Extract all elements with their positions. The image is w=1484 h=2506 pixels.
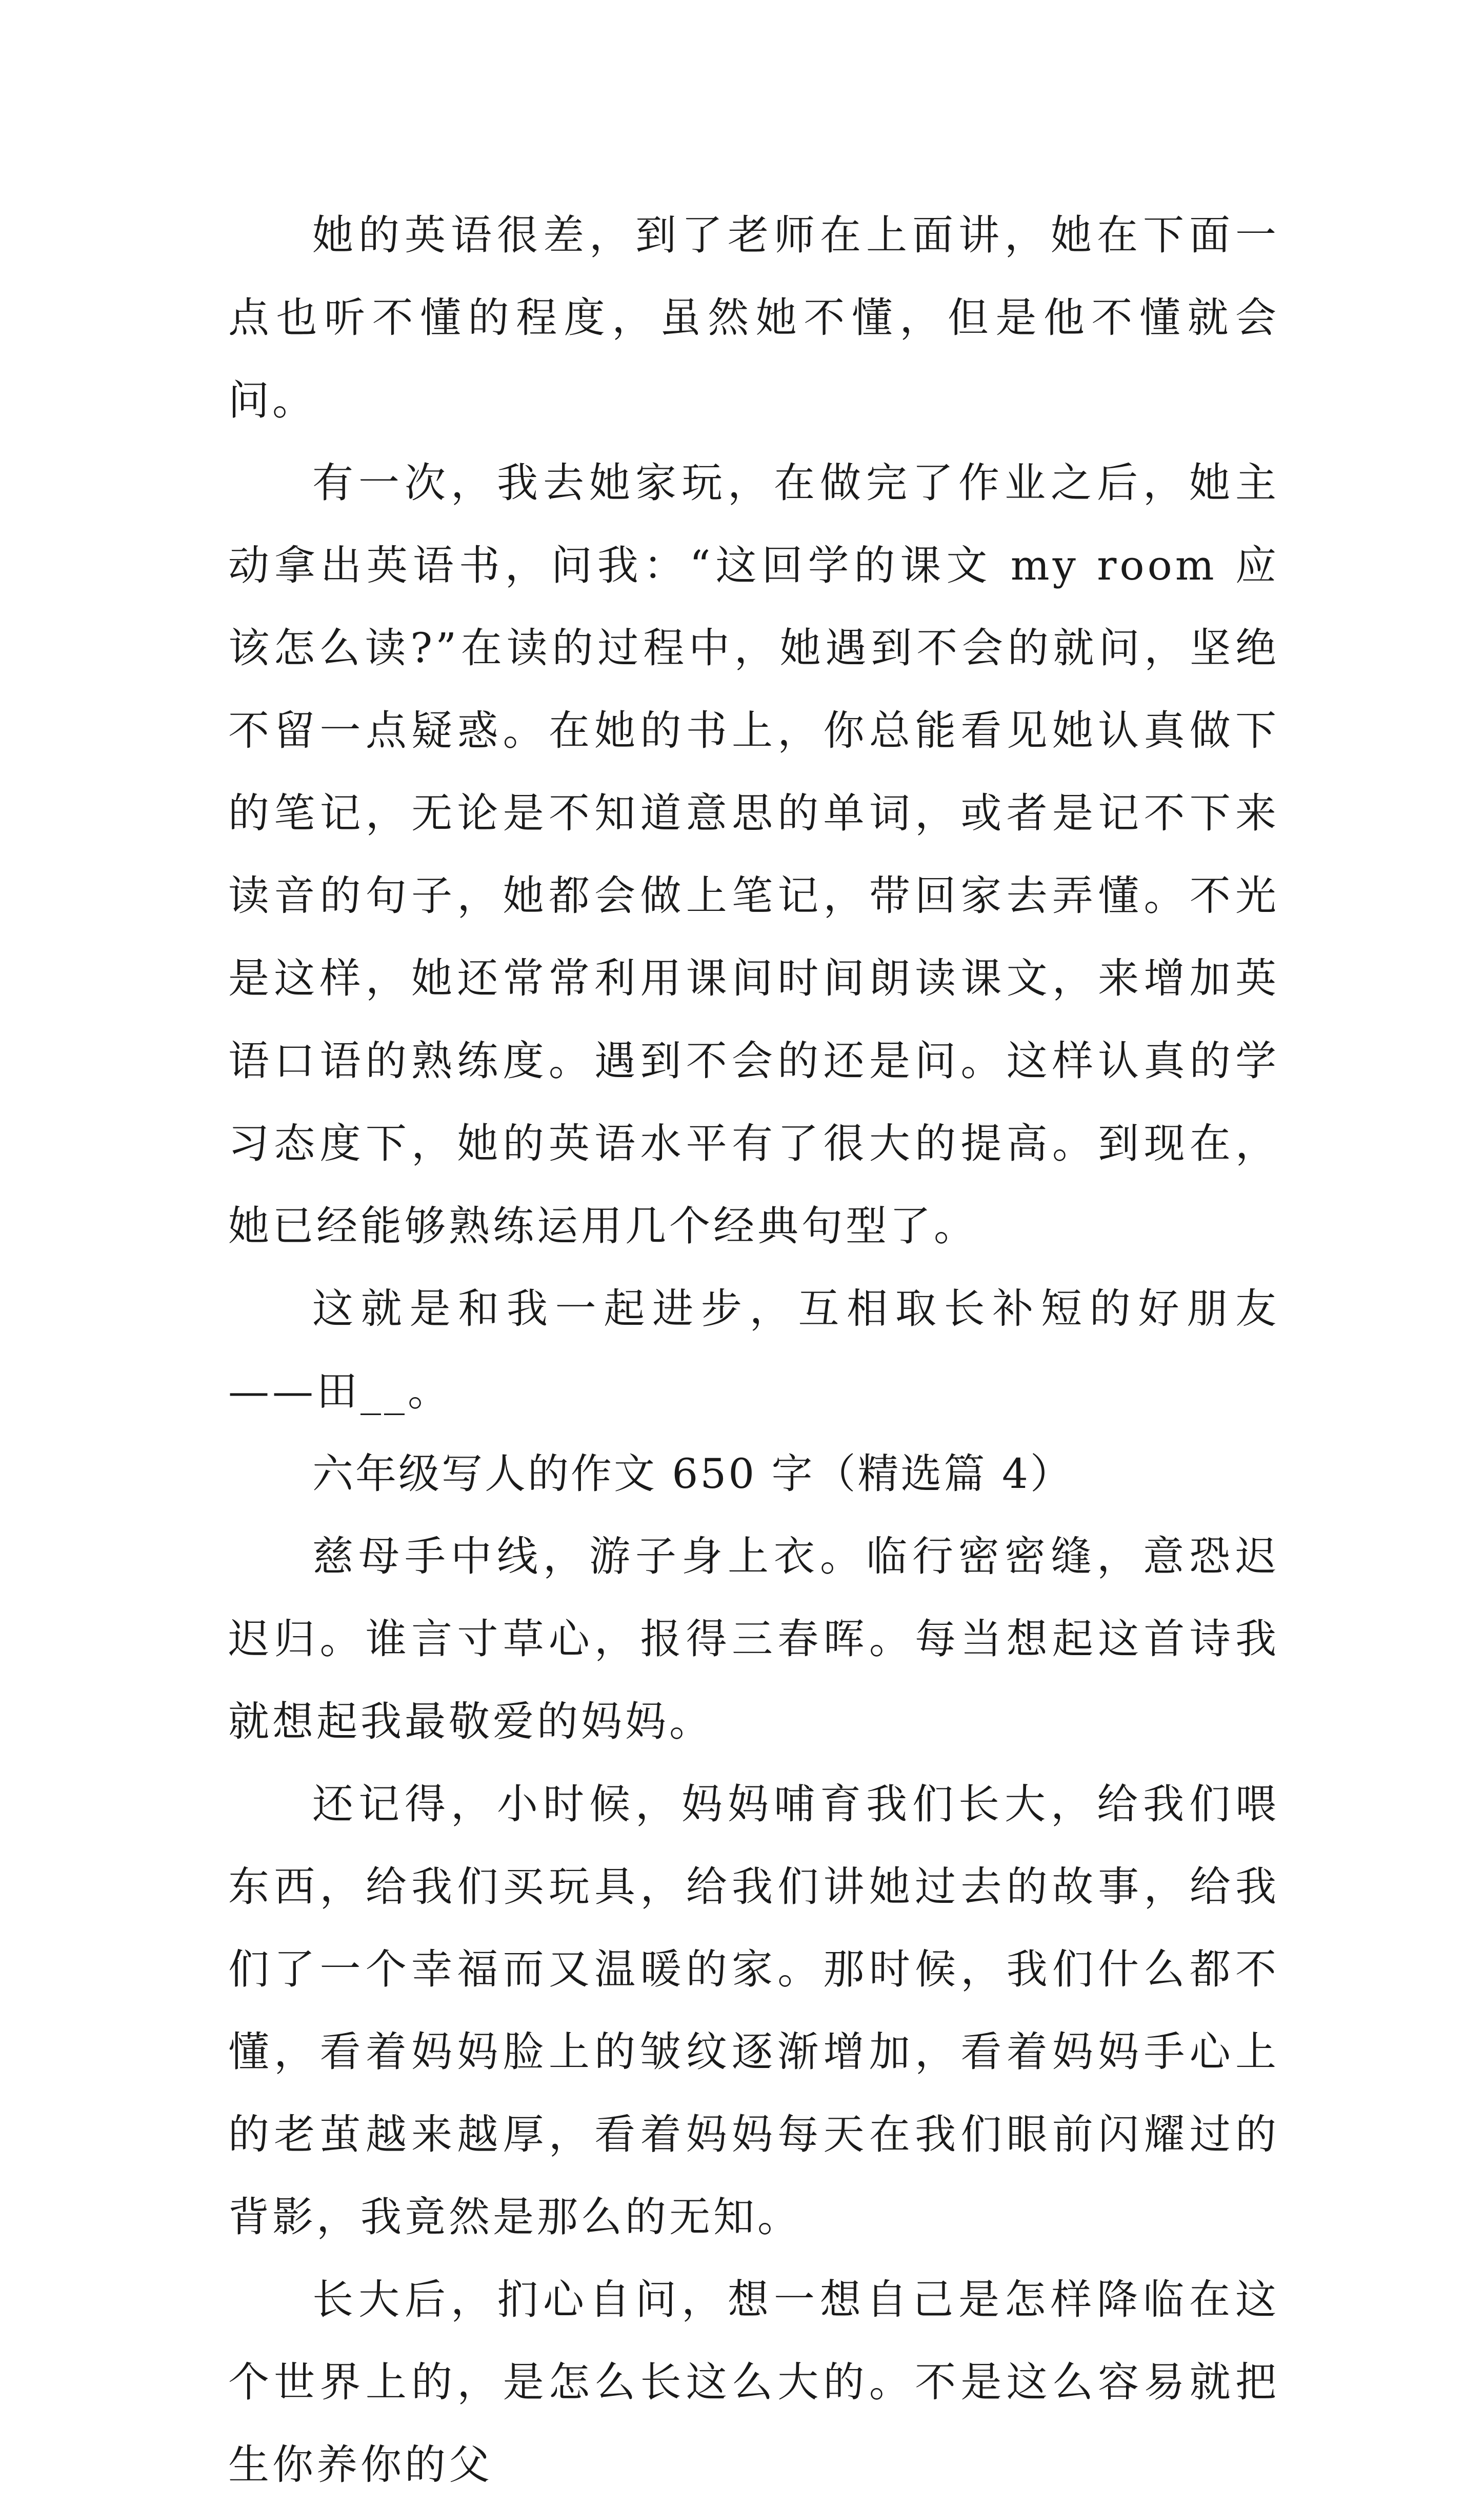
paragraph-poem: 慈母手中线，游子身上衣。临行密密缝，意恐迟迟归。谁言寸草心，报得三春晖。每当想起这首诗我就想起我最敬爱的妈妈。: [228, 1533, 1279, 1745]
section-title: 六年级写人的作文 650 字（精选篇 4）: [312, 1450, 1073, 1498]
paragraph-good-friend: 这就是和我一起进步，互相取长补短的好朋友——田__。: [228, 1285, 1279, 1415]
document-body: [228, 194, 1279, 2506]
paragraph-english-poor: 她的英语很差，到了老师在上面讲，她在下面一点也听不懂的程度，虽然她不懂，但是他不懂就会问。: [228, 211, 1279, 424]
paragraph-visit-home: 有一次，我去她家玩，在做完了作业之后，她主动拿出英语书，问我：“这回学的课文 my room 应该怎么读?”在读的过程中，她遇到不会的就问，坚绝不留一点疑惑。在她的书上，你总能看见她认真做下的笔记，无论是不知道意思的单词，或者是记不下来读音的句子，她都会做上笔记，带回家去弄懂。不光是这样，她还常常利用课间时间朗读课文，来增加英语口语的熟练度。遇到不会的还是问。这样认真的学习态度下，她的英语水平有了很大的提高。到现在，她已经能够熟练运用几个经典句型了。: [228, 459, 1279, 1250]
paragraph-childhood: 还记得，小时候，妈妈哺育我们长大，给我们喂东西，给我们买玩具，给我们讲她过去的故事，给我们了一个幸福而又温暖的家。那时候，我们什么都不懂，看着妈妈脸上的皱纹逐渐增加，看着妈妈手心上的老茧越来越厚，看着妈妈每天在我们眼前闪耀过的背影，我竟然是那么的无知。: [228, 1780, 1279, 2241]
paragraph-grown-up: 长大后，扪心自问，想一想自己是怎样降临在这个世界上的，是怎么长这么大的。不是这么容易就把生你养你的父: [228, 2276, 1279, 2489]
